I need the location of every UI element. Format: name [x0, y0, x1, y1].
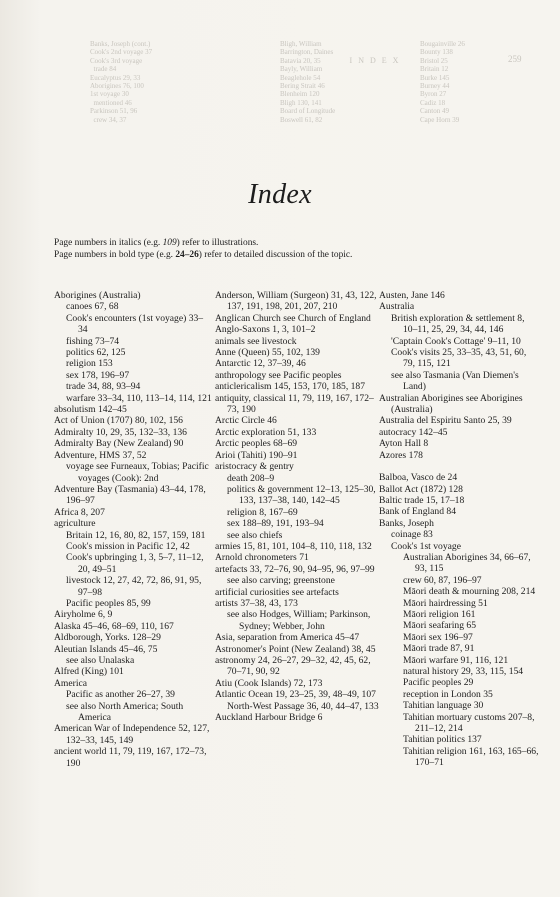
index-subentry: Māori sex 196–97: [403, 631, 473, 643]
show-through-text: Banks, Joseph (cont.) Cook's 2nd voyage 37 Cook's 3rd voyage trade 84 Eucalyptus 29, 33 Aborigines 76, 100 1st voyage 30 mentioned 46 Parkinson 51, 96 crew 34, 37: [90, 40, 153, 124]
index-subentry: British exploration & settlement 8, 10–11, 25, 29, 34, 44, 146: [391, 312, 525, 336]
index-column-1: [54, 290, 212, 769]
index-entry: Aldborough, Yorks. 128–29: [54, 632, 161, 644]
index-subentry: canoes 67, 68: [66, 301, 119, 313]
index-entry: Balboa, Vasco de 24: [379, 472, 458, 484]
index-subentry: Māori warfare 91, 116, 121: [403, 654, 509, 666]
index-subentry: Māori religion 161: [403, 608, 476, 620]
index-subentry: death 208–9: [227, 472, 275, 484]
index-entry: Asia, separation from America 45–47: [215, 632, 360, 644]
index-column-3: [379, 290, 539, 769]
index-entry: Alaska 45–46, 68–69, 110, 167: [54, 620, 174, 632]
index-entry: anticlericalism 145, 153, 170, 185, 187: [215, 381, 366, 393]
index-entry: Antarctic 12, 37–39, 46: [215, 358, 306, 370]
index-subentry: sex 178, 196–97: [66, 369, 130, 381]
index-entry: Anglo-Saxons 1, 3, 101–2: [215, 324, 316, 336]
index-entry: Arctic peoples 68–69: [215, 438, 298, 450]
index-subentry: 'Captain Cook's Cottage' 9–11, 10: [391, 335, 521, 347]
index-notes: [54, 237, 514, 261]
index-subentry: Cook's 1st voyage: [391, 540, 461, 552]
index-entry: absolutism 142–45: [54, 404, 127, 416]
index-subentry: Tahitian politics 137: [403, 734, 482, 746]
index-entry: Adventure Bay (Tasmania) 43–44, 178, 196–97: [54, 483, 206, 507]
index-subentry: religion 153: [66, 358, 113, 370]
index-subentry: voyage see Furneaux, Tobias; Pacific voyages (Cook): 2nd: [66, 461, 209, 484]
index-subentry: Tahitian religion 161, 163, 165–66, 170–71: [403, 745, 539, 769]
index-entry: Atlantic Ocean 19, 23–25, 39, 48–49, 107: [215, 689, 376, 701]
index-subentry: Cook's encounters (1st voyage) 33–34: [66, 312, 204, 336]
index-entry: Australian Aborigines see Aborigines (Australia): [379, 392, 523, 416]
index-subentry: Māori death & mourning 208, 214: [403, 586, 536, 598]
index-subentry: coinage 83: [391, 529, 433, 541]
index-entry: Alfred (King) 101: [54, 666, 124, 678]
index-subentry: reception in London 35: [403, 688, 493, 700]
page-number: 259: [508, 54, 522, 64]
index-subentry: see also Unalaska: [66, 655, 135, 666]
index-subentry: North-West Passage 36, 40, 44–47, 133: [227, 700, 379, 712]
index-entry: Australia: [379, 301, 415, 313]
index-entry: artificial curiosities see artefacts: [215, 586, 339, 598]
index-subentry: livestock 12, 27, 42, 72, 86, 91, 95, 97–98: [66, 575, 202, 598]
index-entry: Aborigines (Australia): [54, 290, 141, 301]
index-subentry: Pacific as another 26–27, 39: [66, 689, 175, 701]
index-entry: Arctic exploration 51, 133: [215, 426, 317, 438]
index-entry: Africa 8, 207: [54, 506, 105, 518]
index-entry: Act of Union (1707) 80, 102, 156: [54, 415, 183, 427]
index-entry: autocracy 142–45: [379, 426, 448, 438]
index-subentry: Pacific peoples 85, 99: [66, 597, 151, 609]
index-entry: Australia del Espiritu Santo 25, 39: [379, 415, 512, 427]
index-entry: American War of Independence 52, 127, 132–33, 145, 149: [54, 723, 210, 746]
index-subentry: Māori hairdressing 51: [403, 597, 488, 609]
index-subentry: politics & government 12–13, 125–30, 133, 137–38, 140, 142–45: [227, 483, 376, 507]
index-entry: Ayton Hall 8: [379, 438, 429, 450]
index-gap: [379, 461, 539, 472]
index-entry: Banks, Joseph: [379, 517, 434, 529]
note-italics: Page numbers in italics (e.g. 109) refer to illustrations.: [54, 238, 259, 248]
index-subentry: see also North America; South America: [66, 700, 184, 724]
index-subentry: religion 8, 167–69: [227, 506, 298, 518]
index-entry: Astronomer's Point (New Zealand) 38, 45: [215, 643, 376, 655]
index-subentry: fishing 73–74: [66, 335, 120, 347]
index-subentry: crew 60, 87, 196–97: [403, 574, 482, 586]
index-entry: Anne (Queen) 55, 102, 139: [215, 347, 320, 359]
index-subentry: Pacific peoples 29: [403, 677, 474, 689]
index-subentry: see also chiefs: [227, 529, 283, 541]
index-entry: Baltic trade 15, 17–18: [379, 494, 465, 506]
index-entry: aristocracy & gentry: [215, 461, 294, 473]
index-entry: Anderson, William (Surgeon) 31, 43, 122, 137, 191, 198, 201, 207, 210: [215, 290, 377, 313]
show-through-text: Bougainville 26 Bounty 138 Bristol 25 Britain 12 Burke 145 Burney 44 Byron 27 Cadiz 18 Canton 49 Cape Horn 39: [420, 40, 465, 124]
index-entry: America: [54, 677, 88, 689]
note-bold: Page numbers in bold type (e.g. 24–26) refer to detailed discussion of the topic.: [54, 250, 353, 260]
index-subentry: see also Tasmania (Van Diemen's Land): [391, 369, 519, 393]
index-subentry: sex 188–89, 191, 193–94: [227, 518, 324, 530]
index-entry: agriculture: [54, 518, 96, 530]
index-subentry: Tahitian mortuary customs 207–8, 211–12, 214: [403, 711, 535, 735]
index-subentry: natural history 29, 33, 115, 154: [403, 666, 524, 677]
index-subentry: see also carving; greenstone: [227, 575, 335, 587]
index-subentry: Māori seafaring 65: [403, 620, 476, 632]
index-subentry: Tahitian language 30: [403, 700, 484, 712]
index-entry: astronomy 24, 26–27, 29–32, 42, 45, 62, 70–71, 90, 92: [215, 655, 371, 678]
index-entry: Arctic Circle 46: [215, 415, 277, 427]
index-entry: artists 37–38, 43, 173: [215, 597, 298, 609]
index-subentry: warfare 33–34, 110, 113–14, 114, 121: [66, 392, 212, 404]
index-subentry: trade 34, 88, 93–94: [66, 381, 141, 393]
show-through-text: Bligh, William Barrington, Daines Batavia 20, 35 Bayly, William Beaglehole 54 Bering Strait 46 Blenheim 120 Bligh 130, 141 Board of Longitude Boswell 61, 82: [280, 40, 336, 124]
index-entry: armies 15, 81, 101, 104–8, 110, 118, 132: [215, 540, 372, 552]
index-entry: Arioi (Tahiti) 190–91: [215, 449, 298, 461]
index-entry: Arnold chronometers 71: [215, 552, 309, 564]
index-subentry: Cook's visits 25, 33–35, 43, 51, 60, 79, 115, 121: [391, 347, 527, 370]
index-subentry: Cook's mission in Pacific 12, 42: [66, 540, 190, 552]
index-entry: ancient world 11, 79, 119, 167, 172–73, 190: [54, 746, 207, 769]
index-entry: Airyholme 6, 9: [54, 609, 113, 621]
index-entry: Atiu (Cook Islands) 72, 173: [215, 677, 323, 689]
index-entry: Admiralty 10, 29, 35, 132–33, 136: [54, 426, 187, 438]
index-entry: anthropology see Pacific peoples: [215, 369, 342, 381]
index-subentry: Māori trade 87, 91: [403, 643, 475, 655]
index-entry: antiquity, classical 11, 79, 119, 167, 172–73, 190: [215, 392, 374, 416]
index-entry: artefacts 33, 72–76, 90, 94–95, 96, 97–99: [215, 563, 375, 575]
running-head: I N D E X: [349, 56, 401, 65]
index-column-2: [215, 290, 381, 723]
index-subentry: Australian Aborigines 34, 66–67, 93, 115: [403, 551, 531, 575]
index-entry: Bank of England 84: [379, 506, 457, 518]
index-entry: Anglican Church see Church of England: [215, 312, 371, 324]
index-entry: Austen, Jane 146: [379, 290, 445, 301]
page-title: Index: [248, 178, 312, 210]
index-entry: animals see livestock: [215, 335, 297, 347]
index-entry: Auckland Harbour Bridge 6: [215, 712, 323, 724]
index-subentry: Britain 12, 16, 80, 82, 157, 159, 181: [66, 529, 206, 541]
index-subentry: see also Hodges, William; Parkinson, Sydney; Webber, John: [227, 609, 371, 632]
index-entry: Admiralty Bay (New Zealand) 90: [54, 438, 184, 450]
index-entry: Aleutian Islands 45–46, 75: [54, 643, 158, 655]
index-subentry: politics 62, 125: [66, 347, 126, 359]
index-entry: Azores 178: [379, 449, 423, 461]
index-entry: Adventure, HMS 37, 52: [54, 449, 147, 461]
index-entry: Ballot Act (1872) 128: [379, 483, 463, 495]
index-subentry: Cook's upbringing 1, 3, 5–7, 11–12, 20, 49–51: [66, 552, 204, 575]
